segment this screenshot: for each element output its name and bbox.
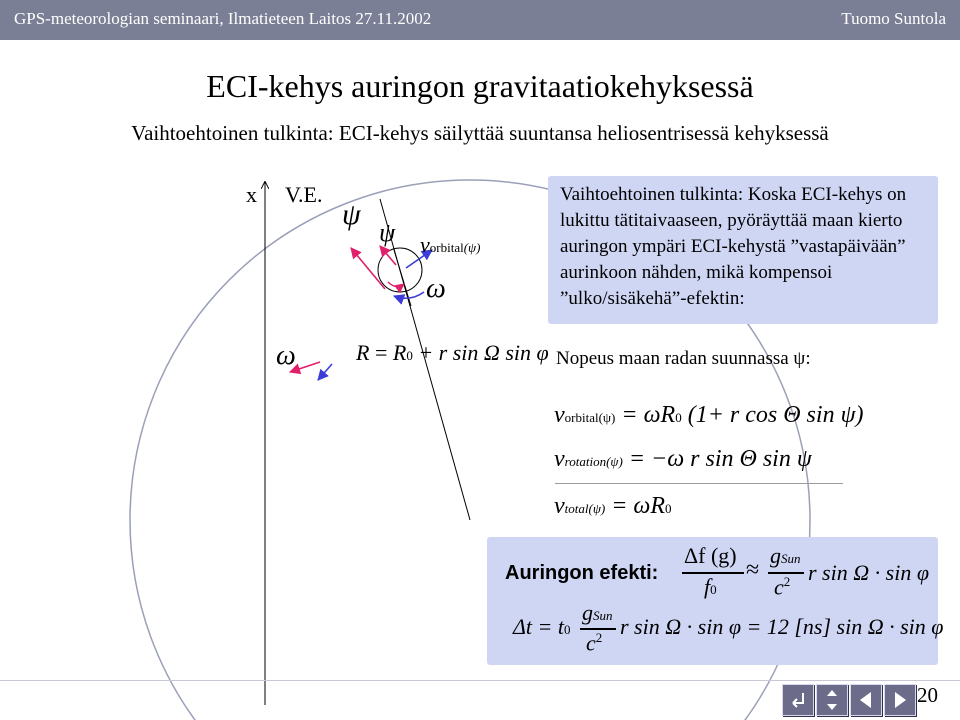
explanation-box — [548, 176, 938, 324]
up-down-button[interactable] — [816, 684, 848, 716]
slide-title: ECI-kehys auringon gravitaatiokehyksessä — [206, 68, 754, 104]
psi-label-outer: ψ — [342, 198, 361, 231]
x-axis-label: x — [246, 182, 257, 207]
effect-rhs-1: r sin Ω · sin φ — [808, 560, 929, 585]
g-sun-numerator-1: gSun — [770, 543, 801, 568]
equation-separator — [555, 483, 843, 484]
effect-rhs-2: r sin Ω · sin φ = 12 [ns] sin Ω · sin φ — [620, 614, 944, 639]
rotation-velocity-equation: vrotation(ψ) = −ω r sin Θ sin ψ — [554, 446, 812, 472]
velocity-direction-label: Nopeus maan radan suunnassa ψ: — [556, 348, 811, 369]
omega-label-left: ω — [276, 340, 296, 371]
next-slide-button[interactable] — [884, 684, 916, 716]
explanation-text: Vaihtoehtoinen tulkinta: Koska ECI-kehys on lukittu tätitaivaaseen, pyöräyttää maan kierto auringon ympäri ECI-kehystä ”vastapäivään” aurinkoon nähden, mikä kompensoi ”ulko/sisäkehä”-efektin: — [560, 184, 907, 309]
c2-denominator-1: $c^2$ — [774, 574, 791, 600]
rotation-arrow-bottom — [394, 292, 424, 298]
v-orbital-label: vorbital(ψ) — [420, 232, 481, 257]
omega-label-earth: ω — [426, 273, 446, 304]
approx-symbol: ≈ — [746, 557, 760, 583]
up-down-icon — [817, 685, 847, 715]
header-author: Tuomo Suntola — [841, 9, 946, 28]
g-sun-numerator-2: gSun — [582, 600, 613, 625]
c2-denominator-2: $c^2$ — [586, 630, 603, 656]
sun-effect-label: Auringon efekti: — [505, 562, 659, 584]
prev-slide-button[interactable] — [850, 684, 882, 716]
slide-subtitle: Vaihtoehtoinen tulkinta: ECI-kehys säilyttää suuntansa heliosentrisessä kehyksessä — [131, 121, 829, 145]
return-button[interactable] — [782, 684, 814, 716]
f0-denominator: f0 — [704, 574, 717, 599]
psi-label-inner: ψ — [379, 218, 396, 247]
orbital-velocity-equation: vorbital(ψ) = ωR0 (1+ r cos Θ sin ψ) — [554, 402, 864, 428]
omega-arrow-blue — [318, 364, 332, 380]
return-icon — [783, 685, 813, 715]
delta-t-lhs: Δt = t0 — [513, 614, 571, 639]
vernal-equinox-label: V.E. — [285, 182, 323, 207]
next-icon — [885, 685, 915, 715]
prev-icon — [851, 685, 881, 715]
page-number: 20 — [917, 683, 938, 707]
eci-axis-arrow-1 — [351, 248, 385, 289]
delta-f-numerator: Δf (g) — [684, 543, 737, 568]
total-velocity-equation: vtotal(ψ) = ωR0 — [554, 493, 672, 519]
footer-line — [0, 680, 960, 681]
rotation-arrow-inner — [388, 282, 404, 287]
radius-equation: R = R0 + r sin Ω sin φ — [356, 340, 549, 365]
header-seminar: GPS-meteorologian seminaari, Ilmatieteen Laitos 27.11.2002 — [14, 9, 432, 28]
